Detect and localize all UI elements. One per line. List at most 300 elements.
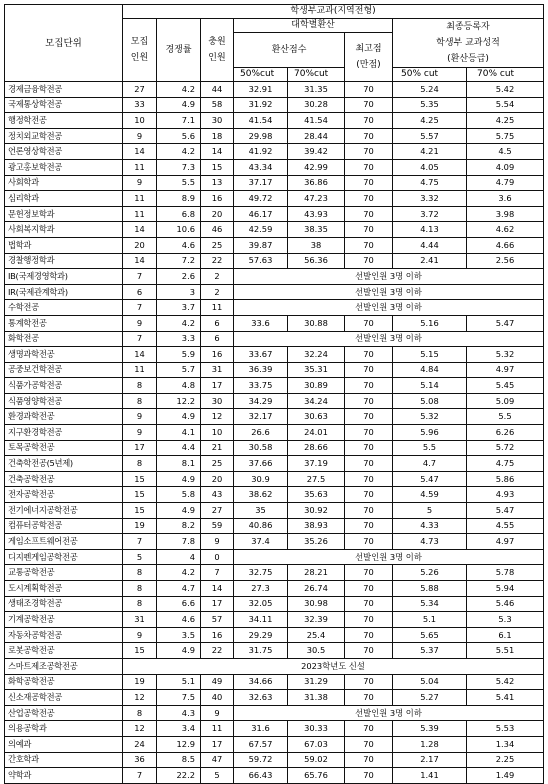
unit-name-cell: 교통공학전공 [5, 565, 123, 581]
quota-cell: 8 [123, 456, 157, 472]
table-row [5, 159, 544, 175]
table-row [5, 362, 544, 378]
quota-cell: 6 [123, 284, 157, 300]
competition-cell: 4.9 [157, 503, 201, 519]
quota-cell: 8 [123, 581, 157, 597]
row-note-cell: 선발인원 3명 이하 [234, 284, 544, 300]
competition-cell: 4.2 [157, 144, 201, 160]
competition-cell: 4 [157, 549, 201, 565]
unit-name-cell: 디지펜게임공학전공 [5, 549, 123, 565]
unit-name-cell: 산업공학전공 [5, 705, 123, 721]
grade-cut50-cell: 5.27 [393, 690, 467, 706]
unit-name-cell: 컴퓨터공학전공 [5, 518, 123, 534]
grade-cut50-cell: 5.37 [393, 643, 467, 659]
score-cut50-cell: 39.87 [234, 237, 288, 253]
score-cut70-cell: 35.63 [288, 487, 345, 503]
table-row [5, 269, 544, 285]
quota-cell: 14 [123, 144, 157, 160]
competition-cell: 7.2 [157, 253, 201, 269]
grade-cut70-cell: 4.79 [467, 175, 544, 191]
unit-name-cell: 심리학과 [5, 191, 123, 207]
competition-cell: 4.7 [157, 581, 201, 597]
grade-cut70-cell: 5.42 [467, 82, 544, 98]
grade-cut50-cell: 4.59 [393, 487, 467, 503]
quota-cell: 8 [123, 596, 157, 612]
grade-cut50-cell: 4.13 [393, 222, 467, 238]
max-score-cell: 70 [345, 175, 393, 191]
header-quota [123, 19, 157, 82]
score-cut50-cell: 32.05 [234, 596, 288, 612]
table-row [5, 518, 544, 534]
filled-cell: 9 [201, 534, 234, 550]
unit-name-cell: 공중보건학전공 [5, 362, 123, 378]
header-final-text: 최종등록자 학생부 교과성적 (환산등급) [436, 22, 500, 64]
grade-cut70-cell: 5.51 [467, 643, 544, 659]
max-score-cell: 70 [345, 503, 393, 519]
grade-cut70-cell: 4.93 [467, 487, 544, 503]
filled-cell: 6 [201, 315, 234, 331]
filled-cell: 0 [201, 549, 234, 565]
competition-cell: 5.6 [157, 128, 201, 144]
filled-cell: 2 [201, 269, 234, 285]
grade-cut70-cell: 5.47 [467, 315, 544, 331]
competition-cell: 12.9 [157, 736, 201, 752]
filled-cell: 6 [201, 331, 234, 347]
grade-cut50-cell: 5.5 [393, 440, 467, 456]
grade-cut70-cell: 5.94 [467, 581, 544, 597]
competition-cell: 4.2 [157, 82, 201, 98]
row-note-cell: 선발인원 3명 이하 [234, 331, 544, 347]
score-cut50-cell: 29.29 [234, 627, 288, 643]
competition-cell: 4.2 [157, 565, 201, 581]
quota-cell: 12 [123, 721, 157, 737]
grade-cut50-cell: 4.75 [393, 175, 467, 191]
header-grade-cut70: 70% cut [467, 68, 544, 82]
table-row [5, 612, 544, 628]
filled-cell: 43 [201, 487, 234, 503]
score-cut50-cell: 33.75 [234, 378, 288, 394]
competition-cell: 8.9 [157, 191, 201, 207]
unit-name-cell: 생태조경학전공 [5, 596, 123, 612]
quota-cell: 15 [123, 503, 157, 519]
grade-cut70-cell: 5.47 [467, 503, 544, 519]
score-cut70-cell: 24.01 [288, 425, 345, 441]
table-row [5, 581, 544, 597]
table-row [5, 378, 544, 394]
unit-name-cell: 신소재공학전공 [5, 690, 123, 706]
table-row [5, 97, 544, 113]
filled-cell: 59 [201, 518, 234, 534]
grade-cut70-cell: 4.55 [467, 518, 544, 534]
score-cut50-cell: 37.66 [234, 456, 288, 472]
score-cut50-cell: 32.91 [234, 82, 288, 98]
grade-cut50-cell: 4.21 [393, 144, 467, 160]
score-cut50-cell: 67.57 [234, 736, 288, 752]
quota-cell: 10 [123, 113, 157, 129]
quota-cell: 33 [123, 97, 157, 113]
grade-cut50-cell: 5.47 [393, 471, 467, 487]
competition-cell: 2.6 [157, 269, 201, 285]
quota-cell: 9 [123, 627, 157, 643]
grade-cut50-cell: 1.41 [393, 768, 467, 784]
grade-cut50-cell: 5.08 [393, 393, 467, 409]
row-note-cell: 2023학년도 신설 [123, 658, 544, 674]
table-row [5, 487, 544, 503]
filled-cell: 30 [201, 113, 234, 129]
score-cut50-cell: 59.72 [234, 752, 288, 768]
grade-cut50-cell: 5.15 [393, 347, 467, 363]
grade-cut70-cell: 5.09 [467, 393, 544, 409]
max-score-cell: 70 [345, 206, 393, 222]
table-row [5, 191, 544, 207]
grade-cut70-cell: 5.75 [467, 128, 544, 144]
quota-cell: 27 [123, 82, 157, 98]
max-score-cell: 70 [345, 315, 393, 331]
unit-name-cell: 수학전공 [5, 300, 123, 316]
max-score-cell: 70 [345, 362, 393, 378]
header-quota-text: 모집 인원 [130, 37, 149, 63]
grade-cut50-cell: 4.73 [393, 534, 467, 550]
competition-cell: 10.6 [157, 222, 201, 238]
quota-cell: 14 [123, 253, 157, 269]
grade-cut70-cell: 1.49 [467, 768, 544, 784]
filled-cell: 22 [201, 253, 234, 269]
filled-cell: 47 [201, 752, 234, 768]
grade-cut70-cell: 6.1 [467, 627, 544, 643]
table-row [5, 440, 544, 456]
unit-name-cell: 경제금융학전공 [5, 82, 123, 98]
table-row [5, 643, 544, 659]
score-cut70-cell: 30.92 [288, 503, 345, 519]
header-filled-text: 충원 인원 [208, 37, 226, 63]
table-row [5, 456, 544, 472]
unit-name-cell: 도시계획학전공 [5, 581, 123, 597]
competition-cell: 4.6 [157, 237, 201, 253]
quota-cell: 9 [123, 128, 157, 144]
table-body [5, 82, 544, 784]
header-cut50: 50%cut [234, 68, 288, 82]
score-cut50-cell: 26.6 [234, 425, 288, 441]
unit-name-cell: 스마트제조공학전공 [5, 658, 123, 674]
score-cut70-cell: 30.33 [288, 721, 345, 737]
score-cut70-cell: 31.29 [288, 674, 345, 690]
max-score-cell: 70 [345, 736, 393, 752]
score-cut70-cell: 30.98 [288, 596, 345, 612]
score-cut70-cell: 65.76 [288, 768, 345, 784]
score-cut50-cell: 41.54 [234, 113, 288, 129]
table-row [5, 705, 544, 721]
grade-cut70-cell: 4.66 [467, 237, 544, 253]
score-cut50-cell: 35 [234, 503, 288, 519]
unit-name-cell: 약학과 [5, 768, 123, 784]
score-cut70-cell: 42.99 [288, 159, 345, 175]
unit-name-cell: 법학과 [5, 237, 123, 253]
max-score-cell: 70 [345, 690, 393, 706]
score-cut70-cell: 28.66 [288, 440, 345, 456]
table-row [5, 768, 544, 784]
grade-cut50-cell: 5 [393, 503, 467, 519]
filled-cell: 30 [201, 393, 234, 409]
max-score-cell: 70 [345, 471, 393, 487]
table-row [5, 315, 544, 331]
table-row [5, 658, 544, 674]
grade-cut70-cell: 5.53 [467, 721, 544, 737]
header-competition: 경쟁률 [157, 19, 201, 82]
competition-cell: 7.3 [157, 159, 201, 175]
grade-cut70-cell: 5.5 [467, 409, 544, 425]
max-score-cell: 70 [345, 253, 393, 269]
grade-cut70-cell: 4.5 [467, 144, 544, 160]
score-cut50-cell: 33.67 [234, 347, 288, 363]
grade-cut70-cell: 4.09 [467, 159, 544, 175]
max-score-cell: 70 [345, 113, 393, 129]
unit-name-cell: 자동차공학전공 [5, 627, 123, 643]
unit-name-cell: 경찰행정학과 [5, 253, 123, 269]
max-score-cell: 70 [345, 393, 393, 409]
competition-cell: 8.1 [157, 456, 201, 472]
grade-cut70-cell: 5.54 [467, 97, 544, 113]
score-cut50-cell: 31.92 [234, 97, 288, 113]
grade-cut70-cell: 5.32 [467, 347, 544, 363]
score-cut70-cell: 31.35 [288, 82, 345, 98]
filled-cell: 20 [201, 206, 234, 222]
quota-cell: 36 [123, 752, 157, 768]
row-note-cell: 선발인원 3명 이하 [234, 705, 544, 721]
competition-cell: 4.8 [157, 378, 201, 394]
grade-cut50-cell: 5.1 [393, 612, 467, 628]
header-max-text: 최고점 (만점) [355, 44, 382, 70]
competition-cell: 3.7 [157, 300, 201, 316]
row-note-cell: 선발인원 3명 이하 [234, 549, 544, 565]
competition-cell: 4.9 [157, 643, 201, 659]
grade-cut70-cell: 4.25 [467, 113, 544, 129]
quota-cell: 8 [123, 565, 157, 581]
unit-name-cell: 전기에너지공학전공 [5, 503, 123, 519]
filled-cell: 11 [201, 300, 234, 316]
filled-cell: 16 [201, 191, 234, 207]
grade-cut70-cell: 4.97 [467, 534, 544, 550]
table-row [5, 596, 544, 612]
table-row [5, 674, 544, 690]
score-cut70-cell: 30.89 [288, 378, 345, 394]
quota-cell: 8 [123, 393, 157, 409]
filled-cell: 49 [201, 674, 234, 690]
grade-cut70-cell: 5.46 [467, 596, 544, 612]
competition-cell: 4.4 [157, 440, 201, 456]
score-cut70-cell: 43.93 [288, 206, 345, 222]
quota-cell: 9 [123, 175, 157, 191]
unit-name-cell: 게임소프트웨어전공 [5, 534, 123, 550]
score-cut50-cell: 41.92 [234, 144, 288, 160]
header-cut70: 70%cut [288, 68, 345, 82]
unit-name-cell: 사회학과 [5, 175, 123, 191]
filled-cell: 9 [201, 705, 234, 721]
score-cut70-cell: 27.5 [288, 471, 345, 487]
header-max-score [345, 33, 393, 82]
table-row [5, 331, 544, 347]
quota-cell: 5 [123, 549, 157, 565]
score-cut70-cell: 59.02 [288, 752, 345, 768]
quota-cell: 14 [123, 222, 157, 238]
table-row [5, 175, 544, 191]
table-row [5, 284, 544, 300]
filled-cell: 57 [201, 612, 234, 628]
table-row [5, 237, 544, 253]
grade-cut50-cell: 5.16 [393, 315, 467, 331]
grade-cut50-cell: 4.05 [393, 159, 467, 175]
unit-name-cell: 생명과학전공 [5, 347, 123, 363]
grade-cut70-cell: 2.25 [467, 752, 544, 768]
max-score-cell: 70 [345, 643, 393, 659]
grade-cut50-cell: 4.25 [393, 113, 467, 129]
quota-cell: 19 [123, 674, 157, 690]
score-cut70-cell: 35.31 [288, 362, 345, 378]
table-row [5, 222, 544, 238]
score-cut70-cell: 56.36 [288, 253, 345, 269]
admission-results-table [4, 4, 544, 784]
grade-cut50-cell: 2.17 [393, 752, 467, 768]
unit-name-cell: 언론영상학전공 [5, 144, 123, 160]
score-cut50-cell: 37.17 [234, 175, 288, 191]
grade-cut50-cell: 2.41 [393, 253, 467, 269]
grade-cut50-cell: 1.28 [393, 736, 467, 752]
filled-cell: 17 [201, 378, 234, 394]
grade-cut50-cell: 5.57 [393, 128, 467, 144]
table-row [5, 393, 544, 409]
score-cut50-cell: 32.75 [234, 565, 288, 581]
grade-cut70-cell: 1.34 [467, 736, 544, 752]
header-group: 학생부교과(지역전형) [123, 5, 544, 19]
unit-name-cell: 기계공학전공 [5, 612, 123, 628]
table-row [5, 347, 544, 363]
max-score-cell: 70 [345, 128, 393, 144]
score-cut50-cell: 49.72 [234, 191, 288, 207]
max-score-cell: 70 [345, 425, 393, 441]
quota-cell: 12 [123, 690, 157, 706]
filled-cell: 20 [201, 471, 234, 487]
competition-cell: 12.2 [157, 393, 201, 409]
quota-cell: 9 [123, 425, 157, 441]
header-unit: 모집단위 [5, 5, 123, 82]
filled-cell: 22 [201, 643, 234, 659]
table-row [5, 503, 544, 519]
quota-cell: 15 [123, 471, 157, 487]
grade-cut50-cell: 4.84 [393, 362, 467, 378]
score-cut50-cell: 32.17 [234, 409, 288, 425]
max-score-cell: 70 [345, 721, 393, 737]
score-cut50-cell: 40.86 [234, 518, 288, 534]
table-row [5, 736, 544, 752]
competition-cell: 8.5 [157, 752, 201, 768]
filled-cell: 15 [201, 159, 234, 175]
competition-cell: 5.9 [157, 347, 201, 363]
table-row [5, 206, 544, 222]
grade-cut70-cell: 4.97 [467, 362, 544, 378]
grade-cut50-cell: 5.96 [393, 425, 467, 441]
competition-cell: 6.8 [157, 206, 201, 222]
filled-cell: 13 [201, 175, 234, 191]
score-cut70-cell: 31.38 [288, 690, 345, 706]
score-cut70-cell: 30.63 [288, 409, 345, 425]
table-row [5, 690, 544, 706]
table-row [5, 549, 544, 565]
quota-cell: 7 [123, 269, 157, 285]
quota-cell: 15 [123, 487, 157, 503]
grade-cut50-cell: 5.04 [393, 674, 467, 690]
table-row [5, 565, 544, 581]
grade-cut70-cell: 3.98 [467, 206, 544, 222]
score-cut50-cell: 29.98 [234, 128, 288, 144]
competition-cell: 4.1 [157, 425, 201, 441]
quota-cell: 11 [123, 362, 157, 378]
filled-cell: 12 [201, 409, 234, 425]
score-cut70-cell: 35.26 [288, 534, 345, 550]
unit-name-cell: 사회복지학과 [5, 222, 123, 238]
unit-name-cell: 화학전공 [5, 331, 123, 347]
competition-cell: 4.9 [157, 471, 201, 487]
grade-cut50-cell: 4.33 [393, 518, 467, 534]
unit-name-cell: IB(국제경영학과) [5, 269, 123, 285]
score-cut50-cell: 31.75 [234, 643, 288, 659]
grade-cut50-cell: 5.39 [393, 721, 467, 737]
quota-cell: 11 [123, 206, 157, 222]
competition-cell: 4.9 [157, 409, 201, 425]
grade-cut50-cell: 5.88 [393, 581, 467, 597]
score-cut50-cell: 31.6 [234, 721, 288, 737]
max-score-cell: 70 [345, 222, 393, 238]
quota-cell: 7 [123, 300, 157, 316]
score-cut70-cell: 32.39 [288, 612, 345, 628]
score-cut70-cell: 34.24 [288, 393, 345, 409]
max-score-cell: 70 [345, 534, 393, 550]
header-score-sub: 환산점수 [234, 33, 345, 68]
competition-cell: 4.9 [157, 97, 201, 113]
table-header [5, 5, 544, 82]
max-score-cell: 70 [345, 596, 393, 612]
unit-name-cell: 행정학전공 [5, 113, 123, 129]
competition-cell: 22.2 [157, 768, 201, 784]
competition-cell: 3 [157, 284, 201, 300]
table-row [5, 113, 544, 129]
competition-cell: 5.5 [157, 175, 201, 191]
score-cut50-cell: 43.34 [234, 159, 288, 175]
competition-cell: 7.5 [157, 690, 201, 706]
unit-name-cell: 문헌정보학과 [5, 206, 123, 222]
score-cut70-cell: 38.35 [288, 222, 345, 238]
competition-cell: 4.6 [157, 612, 201, 628]
unit-name-cell: 화학공학전공 [5, 674, 123, 690]
competition-cell: 3.5 [157, 627, 201, 643]
grade-cut70-cell: 4.62 [467, 222, 544, 238]
grade-cut50-cell: 5.32 [393, 409, 467, 425]
quota-cell: 17 [123, 440, 157, 456]
filled-cell: 46 [201, 222, 234, 238]
max-score-cell: 70 [345, 378, 393, 394]
score-cut70-cell: 36.86 [288, 175, 345, 191]
unit-name-cell: 의용공학과 [5, 721, 123, 737]
max-score-cell: 70 [345, 752, 393, 768]
header-score-group: 대학별환산 [234, 19, 393, 33]
quota-cell: 14 [123, 347, 157, 363]
score-cut70-cell: 38.93 [288, 518, 345, 534]
filled-cell: 5 [201, 768, 234, 784]
max-score-cell: 70 [345, 612, 393, 628]
max-score-cell: 70 [345, 191, 393, 207]
score-cut70-cell: 28.44 [288, 128, 345, 144]
unit-name-cell: 전자공학전공 [5, 487, 123, 503]
score-cut70-cell: 41.54 [288, 113, 345, 129]
score-cut70-cell: 30.88 [288, 315, 345, 331]
